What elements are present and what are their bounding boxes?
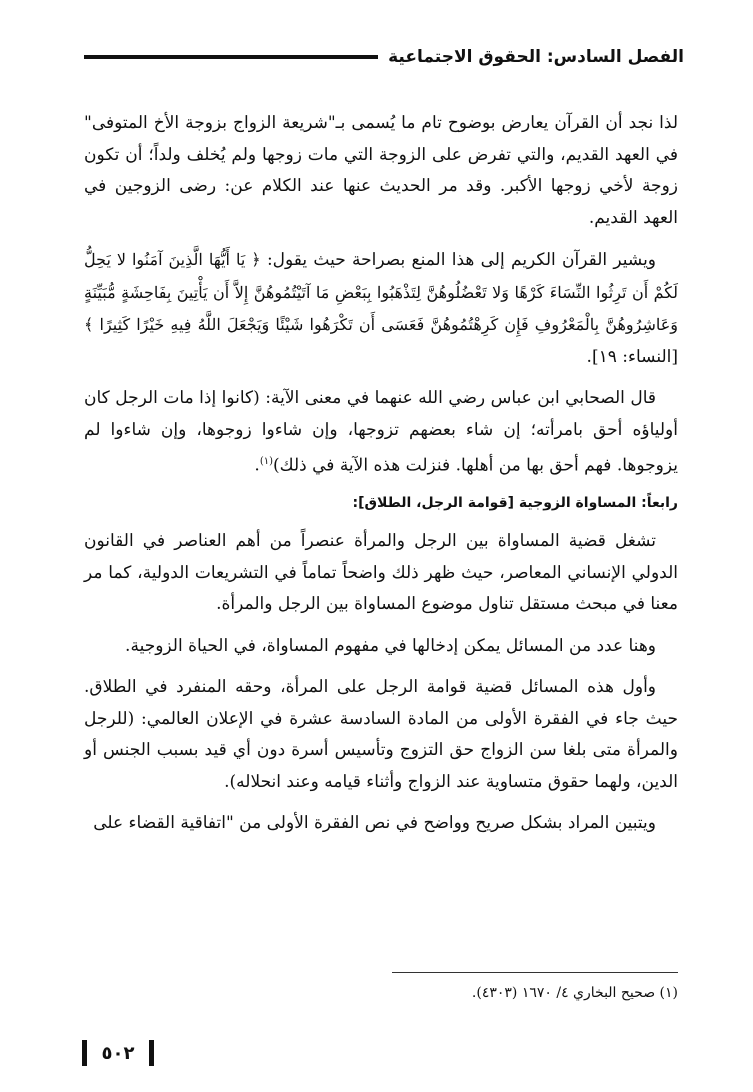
footnote-divider xyxy=(392,972,678,973)
footnote-reference: (١) xyxy=(259,456,273,467)
chapter-title: الفصل السادس: الحقوق الاجتماعية xyxy=(388,47,684,67)
page-number: ٥٠٢ xyxy=(82,1040,154,1066)
section-heading: رابعاً: المساواة الزوجية [قوامة الرجل، الطلاق]: xyxy=(352,495,678,512)
running-header xyxy=(84,42,684,72)
paragraph-quran xyxy=(84,244,678,373)
body-text xyxy=(84,108,678,850)
paragraph-hadith xyxy=(84,383,678,482)
paragraph-text: قال الصحابي ابن عباس رضي الله عنهما في معنى الآية: (كانوا إذا مات الرجل كان أولياؤه أحق بامرأته؛ إن شاء بعضهم تزوجها، وإن شاءوا زوجوها، وإن شاءوا لم يزوجوها. فهم أحق بها من أهلها. فنزلت هذه الآية في ذلك) xyxy=(84,388,678,476)
paragraph: وهنا عدد من المسائل يمكن إدخالها في مفهوم المساواة، في الحياة الزوجية. xyxy=(125,635,656,656)
quran-verse: ﴿ يَا أَيُّهَا الَّذِينَ آمَنُوا لا يَحِلُّ لَكُمْ أَن تَرِثُوا النِّسَاءَ كَرْهًا وَلا تَعْضُلُوهُنَّ لِتَذْهَبُوا بِبَعْضِ مَا آتَيْتُمُوهُنَّ إِلاَّ أَن يَأْتِينَ بِفَاحِشَةٍ مُّبَيِّنَةٍ وَعَاشِرُوهُنَّ بِالْمَعْرُوفِ فَإِن كَرِهْتُمُوهُنَّ فَعَسَى أَن تَكْرَهُوا شَيْئًا وَيَجْعَلَ اللَّهُ فِيهِ خَيْرًا كَثِيرًا ﴾ xyxy=(84,250,678,334)
paragraph: تشغل قضية المساواة بين الرجل والمرأة عنصراً من أهم العناصر في القانون الدولي الإنساني المعاصر، حيث ظهر ذلك واضحاً تماماً في التشريعات الدولية، كما مر معنا في مبحث مستقل تناول موضوع المساواة بين الرجل والمرأة. xyxy=(84,531,678,615)
verse-reference: [النساء: ١٩]. xyxy=(586,346,678,367)
paragraph: لذا نجد أن القرآن يعارض بوضوح تام ما يُسمى بـ"شريعة الزواج بزوجة الأخ المتوفى" في العهد القديم، والتي تفرض على الزوجة التي مات زوجها ولم يُخلف ولداً؛ أن تكون زوجة لأخي زوجها الأكبر. وقد مر الحديث عنها عند الكلام عن: رضى الزوجين في العهد القديم. xyxy=(84,113,678,228)
header-rule xyxy=(84,55,378,59)
footnote: (١) صحيح البخاري ٤/ ١٦٧٠ (٤٣٠٣). xyxy=(471,985,678,1001)
paragraph-end: . xyxy=(254,455,260,476)
paragraph: وأول هذه المسائل قضية قوامة الرجل على المرأة، وحقه المنفرد في الطلاق. حيث جاء في الفقرة الأولى من المادة السادسة عشرة في الإعلان العالمي: (للرجل والمرأة متى بلغا سن الزواج حق التزوج وتأسيس أسرة دون أي قيد بسبب الجنس أو الدين، ولهما حقوق متساوية عند الزواج وأثناء قيامه وعند انحلاله). xyxy=(84,677,678,792)
paragraph: ويتبين المراد بشكل صريح وواضح في نص الفقرة الأولى من "اتفاقية القضاء على xyxy=(93,813,656,834)
paragraph-intro: ويشير القرآن الكريم إلى هذا المنع بصراحة حيث يقول: xyxy=(266,250,657,270)
